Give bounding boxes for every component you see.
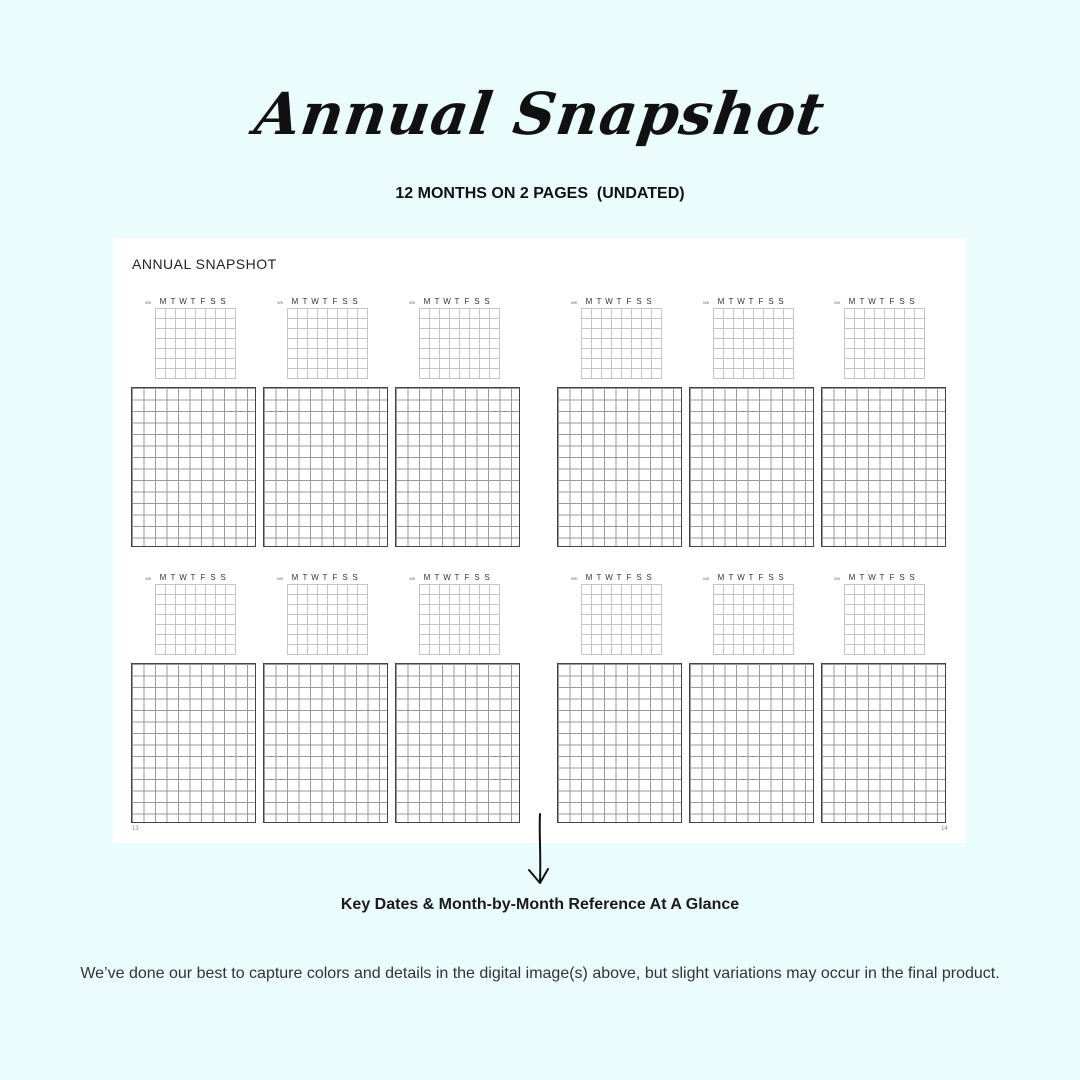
weekday-label: S <box>210 297 216 306</box>
weekday-label: T <box>434 573 440 582</box>
weekday-label: F <box>889 297 895 306</box>
week-label: WK <box>409 300 416 305</box>
weekday-label: T <box>748 573 754 582</box>
notes-grid <box>131 387 256 547</box>
week-label: WK <box>703 576 710 581</box>
weekday-label: S <box>352 573 358 582</box>
weekday-header <box>422 574 492 582</box>
week-label: WK <box>145 300 152 305</box>
weekday-label: M <box>848 297 856 306</box>
weekday-label: F <box>200 573 206 582</box>
weekday-label: W <box>311 573 319 582</box>
weekday-label: W <box>179 573 187 582</box>
weekday-label: T <box>434 297 440 306</box>
weekday-label: T <box>302 573 308 582</box>
weekday-label: S <box>646 297 652 306</box>
weekday-header <box>584 298 654 306</box>
mini-calendar-grid <box>581 584 662 655</box>
notes-grid <box>821 663 946 823</box>
mini-calendar-grid <box>419 308 500 379</box>
weekday-label: M <box>291 573 299 582</box>
week-label: WK <box>703 300 710 305</box>
weekday-label: F <box>758 297 764 306</box>
weekday-label: S <box>768 573 774 582</box>
weekday-label: T <box>616 297 622 306</box>
weekday-label: W <box>605 573 613 582</box>
week-label: WK <box>834 300 841 305</box>
weekday-label: T <box>322 297 328 306</box>
weekday-header <box>847 574 917 582</box>
mini-calendar-grid <box>844 584 925 655</box>
weekday-label: T <box>302 297 308 306</box>
weekday-label: F <box>626 297 632 306</box>
weekday-header <box>290 298 360 306</box>
weekday-label: F <box>626 573 632 582</box>
weekday-label: T <box>859 573 865 582</box>
week-label: WK <box>571 300 578 305</box>
mini-calendar-grid <box>155 308 236 379</box>
weekday-header <box>290 574 360 582</box>
weekday-label: T <box>859 297 865 306</box>
weekday-label: T <box>879 573 885 582</box>
weekday-label: S <box>646 573 652 582</box>
weekday-label: S <box>220 573 226 582</box>
planner-sheet-preview <box>113 238 966 843</box>
weekday-label: S <box>768 297 774 306</box>
mini-calendar-grid <box>287 584 368 655</box>
down-arrow-icon <box>526 812 550 888</box>
page-number-right: 14 <box>941 826 948 832</box>
weekday-label: F <box>464 573 470 582</box>
weekday-header <box>716 574 786 582</box>
weekday-label: S <box>636 573 642 582</box>
weekday-label: M <box>423 297 431 306</box>
weekday-label: M <box>159 297 167 306</box>
weekday-label: T <box>728 573 734 582</box>
weekday-label: S <box>909 573 915 582</box>
week-label: WK <box>145 576 152 581</box>
weekday-label: S <box>636 297 642 306</box>
weekday-label: M <box>848 573 856 582</box>
notes-grid <box>395 387 520 547</box>
weekday-header <box>158 574 228 582</box>
weekday-header <box>158 298 228 306</box>
weekday-label: W <box>737 297 745 306</box>
weekday-label: F <box>200 297 206 306</box>
mini-calendar-grid <box>287 308 368 379</box>
weekday-label: T <box>454 297 460 306</box>
notes-grid <box>821 387 946 547</box>
weekday-label: W <box>443 297 451 306</box>
weekday-label: W <box>605 297 613 306</box>
weekday-label: M <box>717 573 725 582</box>
weekday-label: S <box>484 297 490 306</box>
weekday-label: S <box>909 297 915 306</box>
weekday-label: F <box>332 573 338 582</box>
sheet-title: ANNUAL SNAPSHOT <box>132 256 277 272</box>
weekday-label: T <box>728 297 734 306</box>
notes-grid <box>689 663 814 823</box>
weekday-label: T <box>616 573 622 582</box>
weekday-label: S <box>210 573 216 582</box>
weekday-label: F <box>758 573 764 582</box>
weekday-header <box>847 298 917 306</box>
notes-grid <box>557 663 682 823</box>
weekday-label: W <box>868 573 876 582</box>
weekday-header <box>422 298 492 306</box>
page-title: Annual Snapshot <box>250 80 830 148</box>
weekday-label: T <box>170 297 176 306</box>
page-number-left: 13 <box>132 826 139 832</box>
weekday-header <box>584 574 654 582</box>
weekday-label: T <box>748 297 754 306</box>
weekday-label: T <box>170 573 176 582</box>
weekday-label: M <box>423 573 431 582</box>
weekday-label: W <box>311 297 319 306</box>
weekday-label: S <box>342 573 348 582</box>
notes-grid <box>395 663 520 823</box>
weekday-label: M <box>291 297 299 306</box>
weekday-label: S <box>342 297 348 306</box>
weekday-label: M <box>717 297 725 306</box>
mini-calendar-grid <box>844 308 925 379</box>
notes-grid <box>689 387 814 547</box>
mini-calendar-grid <box>155 584 236 655</box>
page-subtitle: 12 MONTHS ON 2 PAGES (UNDATED) <box>395 185 685 202</box>
mini-calendar-grid <box>713 308 794 379</box>
weekday-label: T <box>879 297 885 306</box>
weekday-label: S <box>352 297 358 306</box>
weekday-label: S <box>899 573 905 582</box>
weekday-label: W <box>179 297 187 306</box>
weekday-label: W <box>737 573 745 582</box>
mini-calendar-grid <box>713 584 794 655</box>
weekday-label: T <box>190 297 196 306</box>
notes-grid <box>263 663 388 823</box>
weekday-label: S <box>778 573 784 582</box>
disclaimer: We’ve done our best to capture colors and details in the digital image(s) above, but slight variations may occur in the final product. <box>80 965 1000 982</box>
week-label: WK <box>571 576 578 581</box>
weekday-label: T <box>596 297 602 306</box>
weekday-label: T <box>596 573 602 582</box>
weekday-label: T <box>190 573 196 582</box>
weekday-label: M <box>585 297 593 306</box>
weekday-label: F <box>332 297 338 306</box>
week-label: WK <box>277 300 284 305</box>
weekday-header <box>716 298 786 306</box>
week-label: WK <box>409 576 416 581</box>
week-label: WK <box>834 576 841 581</box>
weekday-label: S <box>778 297 784 306</box>
notes-grid <box>557 387 682 547</box>
weekday-label: S <box>474 297 480 306</box>
notes-grid <box>263 387 388 547</box>
weekday-label: S <box>220 297 226 306</box>
weekday-label: T <box>322 573 328 582</box>
caption: Key Dates & Month-by-Month Reference At A Glance <box>340 896 740 913</box>
weekday-label: M <box>159 573 167 582</box>
weekday-label: W <box>443 573 451 582</box>
notes-grid <box>131 663 256 823</box>
mini-calendar-grid <box>581 308 662 379</box>
week-label: WK <box>277 576 284 581</box>
weekday-label: T <box>454 573 460 582</box>
mini-calendar-grid <box>419 584 500 655</box>
weekday-label: F <box>889 573 895 582</box>
weekday-label: M <box>585 573 593 582</box>
weekday-label: S <box>484 573 490 582</box>
weekday-label: W <box>868 297 876 306</box>
weekday-label: S <box>474 573 480 582</box>
weekday-label: S <box>899 297 905 306</box>
weekday-label: F <box>464 297 470 306</box>
